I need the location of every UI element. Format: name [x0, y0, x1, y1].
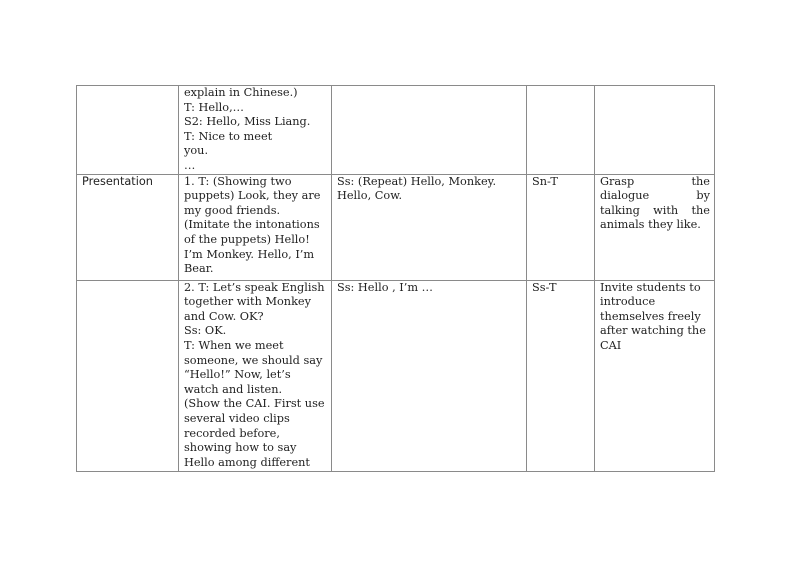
stage-cell [77, 86, 179, 175]
interaction-cell: Sn-T [527, 174, 595, 280]
student-activity-cell [332, 174, 527, 280]
text-line: CAI [600, 338, 622, 352]
text-line: puppets) Look, they are [184, 189, 321, 203]
table-row [77, 86, 715, 175]
text-line: themselves freely [600, 309, 701, 323]
table-row [77, 174, 715, 280]
text-line: my good friends. [184, 203, 281, 217]
text-line: (Imitate the intonations [184, 218, 320, 232]
text-line: together with Monkey [184, 295, 311, 309]
text-line: showing how to say [184, 441, 297, 455]
text-line: “Hello!” Now, let’s [184, 368, 291, 382]
text-line: (Show the CAI. First use [184, 397, 325, 411]
stage-cell [77, 280, 179, 471]
text-line [600, 204, 710, 219]
lesson-plan-table [76, 85, 715, 472]
interaction-cell: Ss-T [527, 280, 595, 471]
purpose-cell [595, 280, 715, 471]
teacher-activity-cell [179, 280, 332, 471]
text-line: T: When we meet [184, 338, 284, 352]
purpose-cell [595, 86, 715, 175]
text-line: introduce [600, 295, 656, 309]
text-line: explain in Chinese.) [184, 86, 298, 99]
word: the [691, 174, 710, 188]
text-line: someone, we should say [184, 353, 323, 367]
text-line: several video clips [184, 411, 290, 425]
table-row [77, 280, 715, 471]
text-line: Ss: (Repeat) Hello, Monkey. [337, 174, 497, 188]
text-line: recorded before, [184, 426, 280, 440]
text-line: Hello among different [184, 455, 310, 469]
text-line: 1. T: (Showing two [184, 174, 292, 188]
purpose-cell [595, 174, 715, 280]
word: talking [600, 203, 640, 217]
text-line: you. [184, 144, 209, 158]
word: Grasp [600, 174, 635, 188]
word: the [691, 203, 710, 217]
text-line: animals they like. [600, 218, 701, 232]
text-line [600, 175, 710, 190]
text-line: and Cow. OK? [184, 309, 264, 323]
text-line: watch and listen. [184, 382, 283, 396]
text-line: Bear. [184, 262, 214, 276]
stage-cell: Presentation [77, 174, 179, 280]
text-line: T: Hello,… [184, 100, 244, 114]
text-line: T: Nice to meet [184, 129, 273, 143]
word: by [696, 189, 710, 203]
student-activity-cell [332, 86, 527, 175]
interaction-cell [527, 86, 595, 175]
teacher-activity-cell [179, 174, 332, 280]
text-line: S2: Hello, Miss Liang. [184, 115, 311, 129]
teacher-activity-cell [179, 86, 332, 175]
text-line: Ss: Hello , I’m … [337, 280, 433, 294]
word: dialogue [600, 189, 650, 203]
text-line: … [184, 158, 196, 172]
text-line: Ss: OK. [184, 324, 227, 338]
text-line: after watching the [600, 324, 706, 338]
text-line: of the puppets) Hello! [184, 232, 310, 246]
student-activity-cell [332, 280, 527, 471]
text-line [600, 189, 710, 204]
text-line: Invite students to [600, 280, 701, 294]
word: with [653, 203, 679, 217]
text-line: 2. T: Let’s speak English [184, 280, 325, 294]
text-line: Hello, Cow. [337, 189, 403, 203]
text-line: I’m Monkey. Hello, I’m [184, 247, 315, 261]
